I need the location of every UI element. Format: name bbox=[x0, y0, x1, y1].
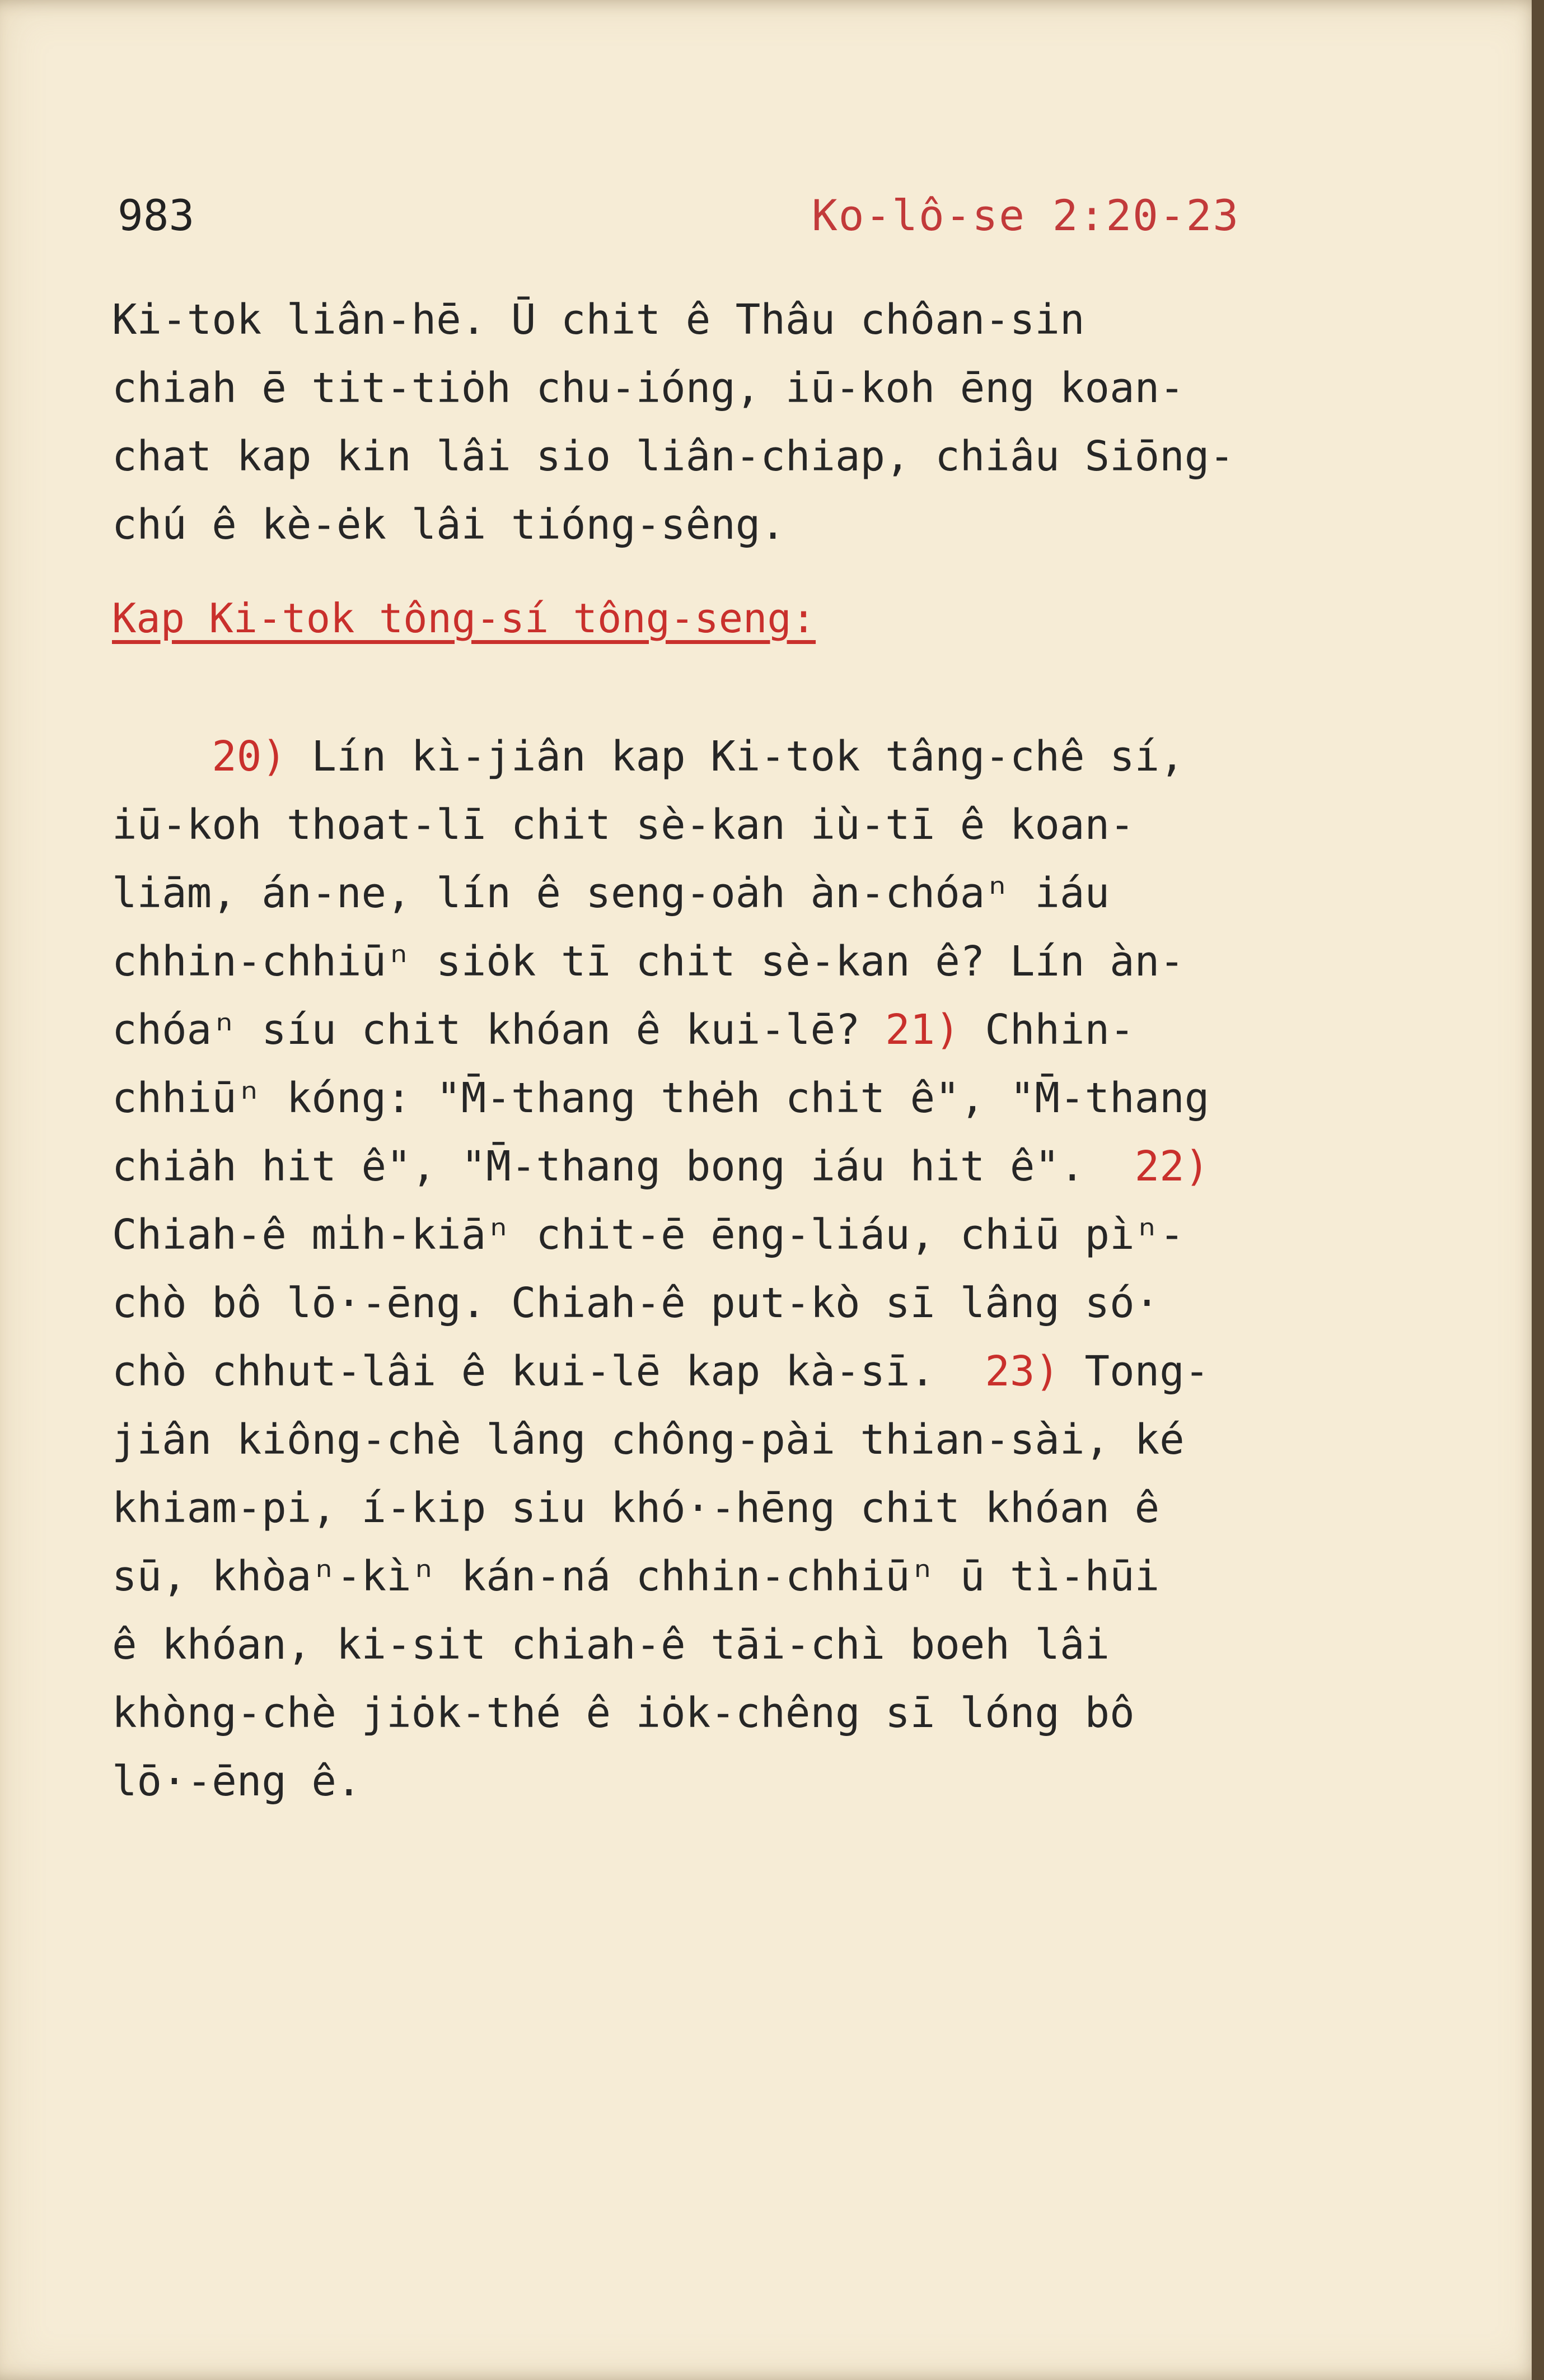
text-line bbox=[112, 1269, 1411, 1337]
line-text: Chiah-ê mi̍h-kiāⁿ chit-ē ēng-liáu, chiū pìⁿ- bbox=[112, 1211, 1185, 1259]
text-line: chú ê kè-ėk lâi tióng-sêng. bbox=[112, 501, 785, 549]
text-line bbox=[112, 1406, 1411, 1474]
indent bbox=[112, 732, 212, 781]
chapter-reference: Ko-lô-se 2:20-23 bbox=[812, 190, 1240, 240]
line-text: jiân kiông-chè lâng chông-pài thian-sài, ké bbox=[112, 1416, 1185, 1464]
text-line bbox=[112, 1337, 1411, 1406]
verse-number: 21) bbox=[885, 1006, 960, 1054]
line-text: chóaⁿ síu chit khóan ê kui-lē? bbox=[112, 1006, 886, 1054]
text-line bbox=[112, 1201, 1411, 1269]
text-line bbox=[112, 1064, 1411, 1132]
line-text: iū-koh thoat-lī chit sè-kan iù-tī ê koan- bbox=[112, 801, 1135, 849]
line-text: sū, khòaⁿ-kìⁿ kán-ná chhin-chhiūⁿ ū tì-hūi bbox=[112, 1552, 1160, 1600]
line-text: liām, án-ne, lín ê seng-oȧh àn-chóaⁿ iáu bbox=[112, 869, 1110, 917]
verse-number: 22) bbox=[1134, 1142, 1210, 1191]
text-line bbox=[112, 1474, 1411, 1542]
text-line: Ki-tok liân-hē. Ū chit ê Thâu chôan-sin bbox=[112, 296, 1085, 344]
line-text: chò chhut-lâi ê kui-lē kap kà-sī. bbox=[112, 1347, 985, 1396]
line-text: Chhin- bbox=[960, 1006, 1135, 1054]
line-text: chiȧh hit ê", "M̄-thang bong iáu hit ê". bbox=[112, 1142, 1135, 1191]
paragraph-1 bbox=[112, 286, 1411, 559]
text-line bbox=[112, 859, 1411, 927]
text-line bbox=[112, 722, 1411, 791]
verse-number: 23) bbox=[985, 1347, 1060, 1396]
text-line bbox=[112, 996, 1411, 1064]
text-line bbox=[112, 1611, 1411, 1679]
line-text: Lín kì-jiân kap Ki-tok tâng-chê sí, bbox=[286, 732, 1185, 781]
text-line bbox=[112, 1542, 1411, 1611]
line-text: khòng-chè jiȯk-thé ê iȯk-chêng sī lóng bô bbox=[112, 1689, 1135, 1737]
text-line bbox=[112, 1132, 1411, 1201]
line-text: chò bô lō·-ēng. Chiah-ê put-kò sī lâng só· bbox=[112, 1279, 1160, 1327]
page-number: 983 bbox=[118, 190, 195, 240]
text-line bbox=[112, 1747, 1411, 1816]
line-text: chhiūⁿ kóng: "M̄-thang thėh chit ê", "M̄-thang bbox=[112, 1074, 1210, 1122]
text-line bbox=[112, 927, 1411, 996]
line-text: lō·-ēng ê. bbox=[112, 1757, 362, 1805]
line-text: ê khóan, ki-sit chiah-ê tāi-chì boeh lâi bbox=[112, 1621, 1110, 1669]
line-text: chhin-chhiūⁿ siȯk tī chit sè-kan ê? Lín àn- bbox=[112, 937, 1185, 986]
section-heading: Kap Ki-tok tông-sí tông-seng: bbox=[112, 595, 816, 642]
text-line: chat kap kin lâi sio liân-chiap, chiâu Siōng- bbox=[112, 432, 1234, 480]
line-text: Tong- bbox=[1059, 1347, 1210, 1396]
page-edge bbox=[1532, 0, 1544, 2380]
text-line bbox=[112, 791, 1411, 859]
line-text: khiam-pi, í-kip siu khó·-hēng chit khóan ê bbox=[112, 1484, 1160, 1532]
text-line: chiah ē tit-tiȯh chu-ióng, iū-koh ēng koan- bbox=[112, 364, 1185, 412]
verse-number: 20) bbox=[212, 732, 287, 781]
paragraph-2 bbox=[112, 722, 1411, 1816]
text-line bbox=[112, 1679, 1411, 1747]
